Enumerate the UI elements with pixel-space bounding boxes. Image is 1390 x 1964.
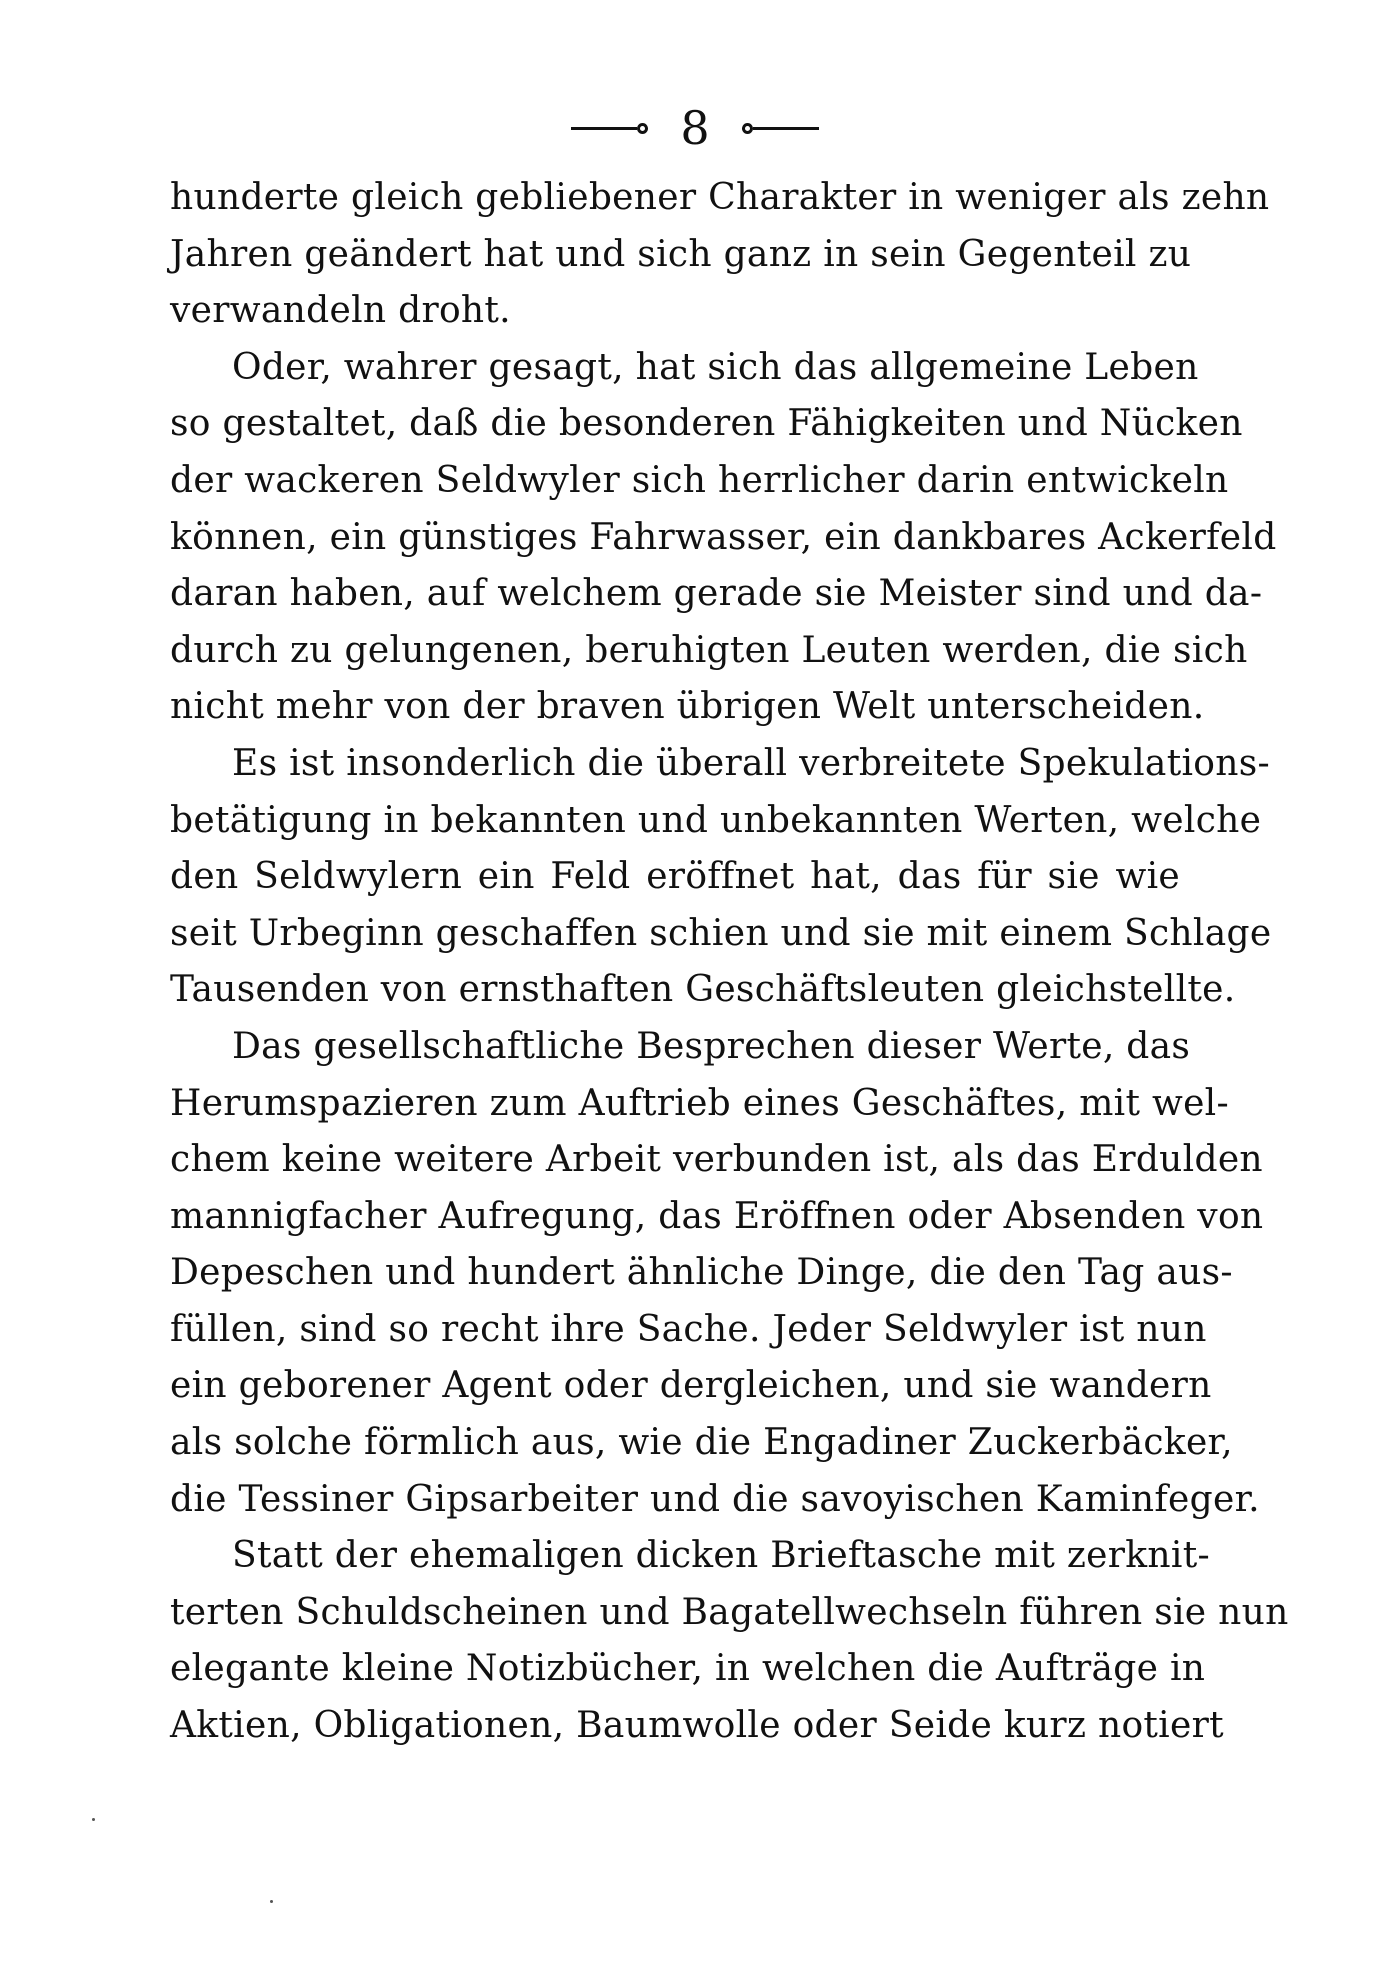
text-line: der wackeren Seldwyler sich herrlicher darin entwickeln — [170, 459, 1229, 501]
paragraph-first-line: Oder, wahrer gesagt, hat sich das allgemeine Leben — [232, 346, 1199, 388]
paper-speck — [92, 1818, 95, 1821]
text-line: können, ein günstiges Fahrwasser, ein dankbares Ackerfeld — [170, 516, 1277, 558]
ornament-circle-icon — [742, 123, 753, 134]
text-line: nicht mehr von der braven übrigen Welt unterscheiden. — [170, 686, 1205, 728]
text-line: chem keine weitere Arbeit verbunden ist, als das Erdulden — [170, 1139, 1263, 1181]
text-line: terten Schuldscheinen und Bagatellwechseln führen sie nun — [170, 1591, 1289, 1633]
text-line: Herumspazieren zum Auftrieb eines Geschäftes, mit wel- — [170, 1082, 1229, 1124]
left-ornament-rule — [571, 123, 648, 134]
text-line: den Seldwylern ein Feld eröffnet hat, das für sie wie — [170, 856, 1180, 898]
text-line: verwandeln droht. — [170, 290, 511, 332]
ornament-circle-icon — [637, 123, 648, 134]
ornament-line — [571, 127, 637, 130]
text-line: mannigfacher Aufregung, das Eröffnen oder Absenden von — [170, 1195, 1264, 1237]
text-line: die Tessiner Gipsarbeiter und die savoyischen Kaminfeger. — [170, 1478, 1260, 1520]
paragraph-first-line: Es ist insonderlich die überall verbreitete Spekulations- — [232, 742, 1270, 784]
text-line: seit Urbeginn geschaffen schien und sie mit einem Schlage — [170, 912, 1272, 954]
text-line: ein geborener Agent oder dergleichen, und sie wandern — [170, 1365, 1212, 1407]
text-line: durch zu gelungenen, beruhigten Leuten werden, die sich — [170, 629, 1248, 671]
text-line: Depeschen und hundert ähnliche Dinge, die den Tag aus- — [170, 1252, 1233, 1294]
paragraph-first-line: Statt der ehemaligen dicken Brieftasche mit zerknit- — [232, 1535, 1210, 1577]
text-line: hunderte gleich gebliebener Charakter in weniger als zehn — [170, 177, 1270, 218]
page-number: 8 — [680, 101, 710, 155]
text-line: Aktien, Obligationen, Baumwolle oder Seide kurz notiert — [170, 1705, 1224, 1747]
page-header — [0, 98, 1390, 158]
paragraph-first-line: Das gesellschaftliche Besprechen dieser Werte, das — [232, 1025, 1191, 1067]
text-line: Tausenden von ernsthaften Geschäftsleuten gleichstellte. — [170, 969, 1236, 1011]
text-line: als solche förmlich aus, wie die Engadiner Zuckerbäcker, — [170, 1422, 1233, 1464]
body-text — [170, 170, 1289, 1755]
text-line: Jahren geändert hat und sich ganz in sein Gegenteil zu — [170, 233, 1192, 275]
paper-speck — [270, 1900, 273, 1903]
text-line: so gestaltet, daß die besonderen Fähigkeiten und Nücken — [170, 403, 1243, 445]
text-line: betätigung in bekannten und unbekannten Werten, welche — [170, 799, 1262, 841]
text-line: füllen, sind so recht ihre Sache. Jeder Seldwyler ist nun — [170, 1308, 1207, 1350]
ornament-line — [753, 127, 819, 130]
text-line: daran haben, auf welchem gerade sie Meister sind und da- — [170, 573, 1263, 615]
text-line: elegante kleine Notizbücher, in welchen die Aufträge in — [170, 1648, 1206, 1690]
right-ornament-rule — [742, 123, 819, 134]
